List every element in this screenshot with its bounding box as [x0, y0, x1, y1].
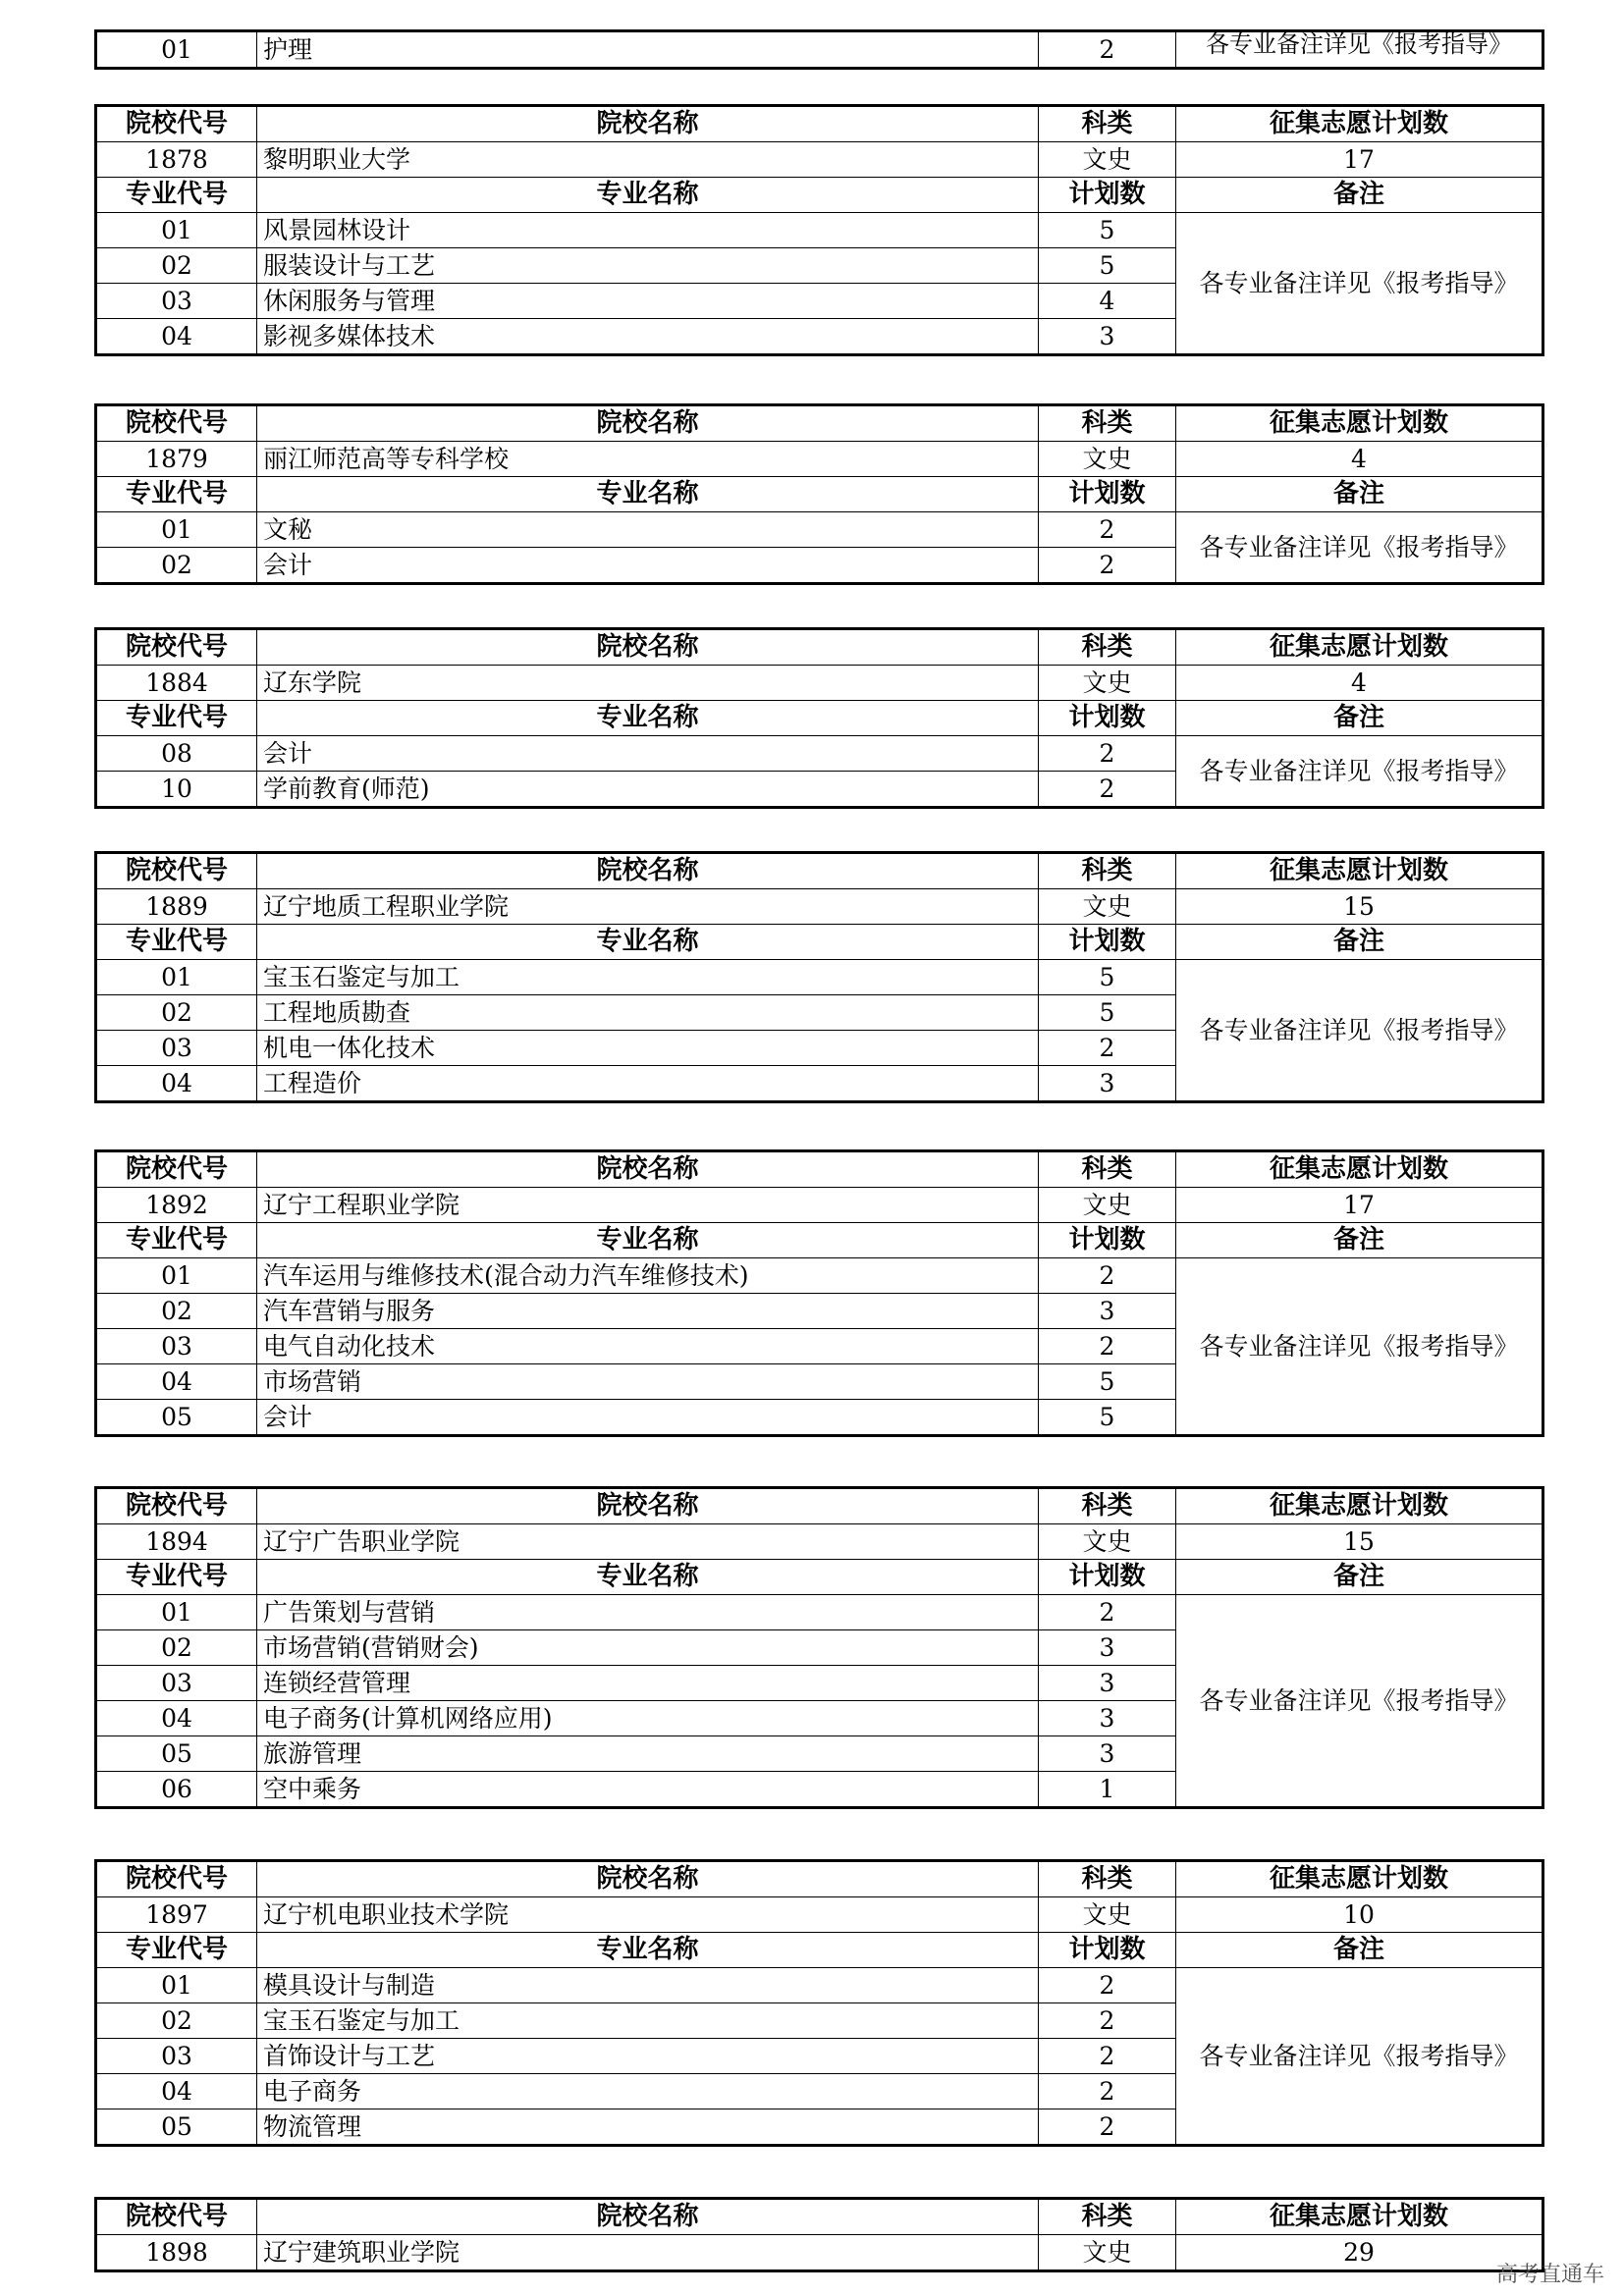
major-name: 文秘 — [257, 512, 1039, 548]
major-name: 会计 — [257, 548, 1039, 584]
school-name: 辽宁地质工程职业学院 — [257, 889, 1039, 925]
major-count: 3 — [1039, 1294, 1176, 1329]
major-name: 工程地质勘查 — [257, 995, 1039, 1031]
header-plan-count: 计划数 — [1039, 1560, 1176, 1595]
school-category: 文史 — [1039, 889, 1176, 925]
header-major-code: 专业代号 — [96, 477, 257, 512]
major-code: 04 — [96, 319, 257, 355]
major-code: 01 — [96, 512, 257, 548]
major-code: 02 — [96, 2003, 257, 2039]
header-category: 科类 — [1039, 1861, 1176, 1897]
school-header-row — [96, 1861, 1543, 1897]
header-plan-total: 征集志愿计划数 — [1176, 1861, 1543, 1897]
major-name: 机电一体化技术 — [257, 1031, 1039, 1066]
header-remark: 备注 — [1176, 1933, 1543, 1968]
major-code: 01 — [96, 213, 257, 248]
major-remark: 各专业备注详见《报考指导》 — [1176, 213, 1543, 355]
major-count: 2 — [1039, 2109, 1176, 2146]
table-row — [96, 960, 1543, 995]
major-name: 会计 — [257, 736, 1039, 772]
major-count: 2 — [1039, 1329, 1176, 1364]
table-row — [96, 1258, 1543, 1294]
header-major-code: 专业代号 — [96, 1560, 257, 1595]
major-name: 护理 — [257, 31, 1039, 69]
major-code: 02 — [96, 1294, 257, 1329]
school-name: 辽宁建筑职业学院 — [257, 2235, 1039, 2271]
school-code: 1892 — [96, 1188, 257, 1223]
school-info-row — [96, 2235, 1543, 2271]
header-major-name: 专业名称 — [257, 1560, 1039, 1595]
major-code: 04 — [96, 2074, 257, 2109]
major-count: 2 — [1039, 1031, 1176, 1066]
major-code: 08 — [96, 736, 257, 772]
major-code: 02 — [96, 1630, 257, 1666]
school-header-row — [96, 405, 1543, 442]
major-code: 02 — [96, 548, 257, 584]
major-name: 电子商务 — [257, 2074, 1039, 2109]
school-plan-total: 29 — [1176, 2235, 1543, 2271]
major-name: 市场营销(营销财会) — [257, 1630, 1039, 1666]
header-major-name: 专业名称 — [257, 925, 1039, 960]
major-code: 03 — [96, 1666, 257, 1701]
major-name: 首饰设计与工艺 — [257, 2039, 1039, 2074]
major-name: 风景园林设计 — [257, 213, 1039, 248]
major-count: 1 — [1039, 1772, 1176, 1808]
major-count: 3 — [1039, 1736, 1176, 1772]
major-code: 04 — [96, 1701, 257, 1736]
school-table — [94, 104, 1544, 356]
table-row — [96, 31, 1543, 69]
major-count: 2 — [1039, 1595, 1176, 1630]
major-code: 01 — [96, 960, 257, 995]
major-name: 广告策划与营销 — [257, 1595, 1039, 1630]
school-table — [94, 1859, 1544, 2147]
major-code: 01 — [96, 1595, 257, 1630]
major-name: 物流管理 — [257, 2109, 1039, 2146]
school-header-row — [96, 106, 1543, 142]
header-plan-total: 征集志愿计划数 — [1176, 405, 1543, 442]
major-count: 3 — [1039, 1666, 1176, 1701]
header-school-code: 院校代号 — [96, 629, 257, 666]
header-school-name: 院校名称 — [257, 629, 1039, 666]
major-count: 5 — [1039, 1400, 1176, 1436]
school-table — [94, 1486, 1544, 1809]
major-name: 电气自动化技术 — [257, 1329, 1039, 1364]
table-row — [96, 512, 1543, 548]
header-category: 科类 — [1039, 106, 1176, 142]
major-remark: 各专业备注详见《报考指导》 — [1176, 960, 1543, 1102]
major-count: 2 — [1039, 31, 1176, 69]
major-name: 旅游管理 — [257, 1736, 1039, 1772]
school-header-row — [96, 1488, 1543, 1524]
major-name: 学前教育(师范) — [257, 772, 1039, 808]
school-header-row — [96, 1151, 1543, 1188]
header-major-code: 专业代号 — [96, 178, 257, 213]
school-plan-total: 10 — [1176, 1897, 1543, 1933]
major-name: 宝玉石鉴定与加工 — [257, 2003, 1039, 2039]
school-plan-total: 17 — [1176, 142, 1543, 178]
header-plan-total: 征集志愿计划数 — [1176, 1488, 1543, 1524]
major-name: 电子商务(计算机网络应用) — [257, 1701, 1039, 1736]
school-category: 文史 — [1039, 2235, 1176, 2271]
major-code: 10 — [96, 772, 257, 808]
school-category: 文史 — [1039, 666, 1176, 701]
school-plan-total: 15 — [1176, 889, 1543, 925]
major-code: 05 — [96, 2109, 257, 2146]
major-count: 2 — [1039, 512, 1176, 548]
school-info-row — [96, 666, 1543, 701]
header-category: 科类 — [1039, 1151, 1176, 1188]
header-major-name: 专业名称 — [257, 1933, 1039, 1968]
header-plan-total: 征集志愿计划数 — [1176, 1151, 1543, 1188]
header-remark: 备注 — [1176, 701, 1543, 736]
school-name: 辽宁广告职业学院 — [257, 1524, 1039, 1560]
header-major-code: 专业代号 — [96, 1933, 257, 1968]
school-code: 1878 — [96, 142, 257, 178]
major-code: 03 — [96, 2039, 257, 2074]
school-code: 1894 — [96, 1524, 257, 1560]
school-category: 文史 — [1039, 1524, 1176, 1560]
major-count: 2 — [1039, 2003, 1176, 2039]
header-category: 科类 — [1039, 629, 1176, 666]
table-row — [96, 1595, 1543, 1630]
header-remark: 备注 — [1176, 1223, 1543, 1258]
header-major-name: 专业名称 — [257, 178, 1039, 213]
major-count: 2 — [1039, 2039, 1176, 2074]
major-count: 5 — [1039, 248, 1176, 284]
header-remark: 备注 — [1176, 178, 1543, 213]
school-info-row — [96, 1524, 1543, 1560]
header-category: 科类 — [1039, 2199, 1176, 2235]
major-name: 工程造价 — [257, 1066, 1039, 1102]
school-category: 文史 — [1039, 442, 1176, 477]
major-header-row — [96, 1223, 1543, 1258]
partial-major-table — [94, 29, 1544, 70]
school-code: 1884 — [96, 666, 257, 701]
major-count: 5 — [1039, 995, 1176, 1031]
major-name: 市场营销 — [257, 1364, 1039, 1400]
major-code: 03 — [96, 284, 257, 319]
major-name: 空中乘务 — [257, 1772, 1039, 1808]
header-school-name: 院校名称 — [257, 1861, 1039, 1897]
school-info-row — [96, 142, 1543, 178]
major-remark: 各专业备注详见《报考指导》 — [1176, 1595, 1543, 1808]
school-plan-total: 15 — [1176, 1524, 1543, 1560]
header-remark: 备注 — [1176, 1560, 1543, 1595]
major-code: 04 — [96, 1066, 257, 1102]
school-table — [94, 1149, 1544, 1437]
school-plan-total: 17 — [1176, 1188, 1543, 1223]
header-major-name: 专业名称 — [257, 701, 1039, 736]
major-count: 2 — [1039, 772, 1176, 808]
header-school-code: 院校代号 — [96, 1488, 257, 1524]
major-name: 服装设计与工艺 — [257, 248, 1039, 284]
major-code: 01 — [96, 31, 257, 69]
header-remark: 备注 — [1176, 477, 1543, 512]
header-plan-count: 计划数 — [1039, 1933, 1176, 1968]
table-row — [96, 213, 1543, 248]
school-name: 丽江师范高等专科学校 — [257, 442, 1039, 477]
header-plan-total: 征集志愿计划数 — [1176, 629, 1543, 666]
header-major-code: 专业代号 — [96, 1223, 257, 1258]
major-name: 模具设计与制造 — [257, 1968, 1039, 2003]
major-code: 01 — [96, 1258, 257, 1294]
header-school-code: 院校代号 — [96, 1861, 257, 1897]
school-name: 辽宁机电职业技术学院 — [257, 1897, 1039, 1933]
major-code: 01 — [96, 1968, 257, 2003]
school-table — [94, 403, 1544, 585]
school-code: 1889 — [96, 889, 257, 925]
major-count: 5 — [1039, 213, 1176, 248]
major-code: 05 — [96, 1736, 257, 1772]
school-info-row — [96, 889, 1543, 925]
major-header-row — [96, 477, 1543, 512]
school-category: 文史 — [1039, 142, 1176, 178]
school-code: 1898 — [96, 2235, 257, 2271]
major-remark: 各专业备注详见《报考指导》 — [1176, 736, 1543, 808]
header-major-name: 专业名称 — [257, 1223, 1039, 1258]
major-remark: 各专业备注详见《报考指导》 — [1176, 31, 1543, 69]
school-info-row — [96, 442, 1543, 477]
header-school-name: 院校名称 — [257, 2199, 1039, 2235]
table-row — [96, 736, 1543, 772]
major-header-row — [96, 1933, 1543, 1968]
school-header-row — [96, 629, 1543, 666]
major-remark: 各专业备注详见《报考指导》 — [1176, 1968, 1543, 2146]
header-plan-count: 计划数 — [1039, 701, 1176, 736]
major-name: 汽车运用与维修技术(混合动力汽车维修技术) — [257, 1258, 1039, 1294]
major-header-row — [96, 1560, 1543, 1595]
table-row — [96, 1968, 1543, 2003]
major-count: 4 — [1039, 284, 1176, 319]
school-header-row — [96, 2199, 1543, 2235]
major-remark: 各专业备注详见《报考指导》 — [1176, 512, 1543, 584]
school-plan-total: 4 — [1176, 666, 1543, 701]
major-count: 2 — [1039, 2074, 1176, 2109]
major-count: 2 — [1039, 1258, 1176, 1294]
school-category: 文史 — [1039, 1897, 1176, 1933]
school-plan-total: 4 — [1176, 442, 1543, 477]
school-info-row — [96, 1897, 1543, 1933]
major-count: 3 — [1039, 1701, 1176, 1736]
major-name: 宝玉石鉴定与加工 — [257, 960, 1039, 995]
header-school-code: 院校代号 — [96, 2199, 257, 2235]
header-category: 科类 — [1039, 853, 1176, 889]
major-name: 汽车营销与服务 — [257, 1294, 1039, 1329]
header-plan-count: 计划数 — [1039, 1223, 1176, 1258]
major-count: 2 — [1039, 736, 1176, 772]
header-school-code: 院校代号 — [96, 106, 257, 142]
major-count: 3 — [1039, 319, 1176, 355]
major-code: 03 — [96, 1031, 257, 1066]
header-school-code: 院校代号 — [96, 853, 257, 889]
header-plan-total: 征集志愿计划数 — [1176, 853, 1543, 889]
major-code: 05 — [96, 1400, 257, 1436]
major-name: 会计 — [257, 1400, 1039, 1436]
school-header-row — [96, 853, 1543, 889]
major-count: 2 — [1039, 548, 1176, 584]
major-header-row — [96, 701, 1543, 736]
major-count: 5 — [1039, 1364, 1176, 1400]
major-code: 04 — [96, 1364, 257, 1400]
header-major-code: 专业代号 — [96, 701, 257, 736]
major-remark: 各专业备注详见《报考指导》 — [1176, 1258, 1543, 1436]
header-category: 科类 — [1039, 405, 1176, 442]
major-count: 3 — [1039, 1066, 1176, 1102]
major-name: 影视多媒体技术 — [257, 319, 1039, 355]
header-major-code: 专业代号 — [96, 925, 257, 960]
school-category: 文史 — [1039, 1188, 1176, 1223]
school-name: 辽东学院 — [257, 666, 1039, 701]
school-name: 辽宁工程职业学院 — [257, 1188, 1039, 1223]
major-code: 02 — [96, 995, 257, 1031]
major-header-row — [96, 925, 1543, 960]
major-code: 06 — [96, 1772, 257, 1808]
school-info-row — [96, 1188, 1543, 1223]
header-remark: 备注 — [1176, 925, 1543, 960]
school-name: 黎明职业大学 — [257, 142, 1039, 178]
header-school-name: 院校名称 — [257, 106, 1039, 142]
header-school-code: 院校代号 — [96, 405, 257, 442]
header-school-name: 院校名称 — [257, 405, 1039, 442]
header-plan-total: 征集志愿计划数 — [1176, 2199, 1543, 2235]
school-code: 1897 — [96, 1897, 257, 1933]
header-plan-count: 计划数 — [1039, 178, 1176, 213]
header-school-name: 院校名称 — [257, 1488, 1039, 1524]
school-code: 1879 — [96, 442, 257, 477]
header-plan-count: 计划数 — [1039, 477, 1176, 512]
header-plan-count: 计划数 — [1039, 925, 1176, 960]
header-school-name: 院校名称 — [257, 1151, 1039, 1188]
header-school-code: 院校代号 — [96, 1151, 257, 1188]
header-category: 科类 — [1039, 1488, 1176, 1524]
major-header-row — [96, 178, 1543, 213]
major-name: 连锁经营管理 — [257, 1666, 1039, 1701]
major-count: 5 — [1039, 960, 1176, 995]
header-plan-total: 征集志愿计划数 — [1176, 106, 1543, 142]
major-count: 2 — [1039, 1968, 1176, 2003]
header-school-name: 院校名称 — [257, 853, 1039, 889]
school-table — [94, 851, 1544, 1103]
header-major-name: 专业名称 — [257, 477, 1039, 512]
school-table — [94, 2197, 1544, 2272]
major-code: 02 — [96, 248, 257, 284]
major-count: 3 — [1039, 1630, 1176, 1666]
major-code: 03 — [96, 1329, 257, 1364]
major-name: 休闲服务与管理 — [257, 284, 1039, 319]
school-table — [94, 627, 1544, 809]
watermark: 高考直通车 — [1495, 2263, 1604, 2287]
